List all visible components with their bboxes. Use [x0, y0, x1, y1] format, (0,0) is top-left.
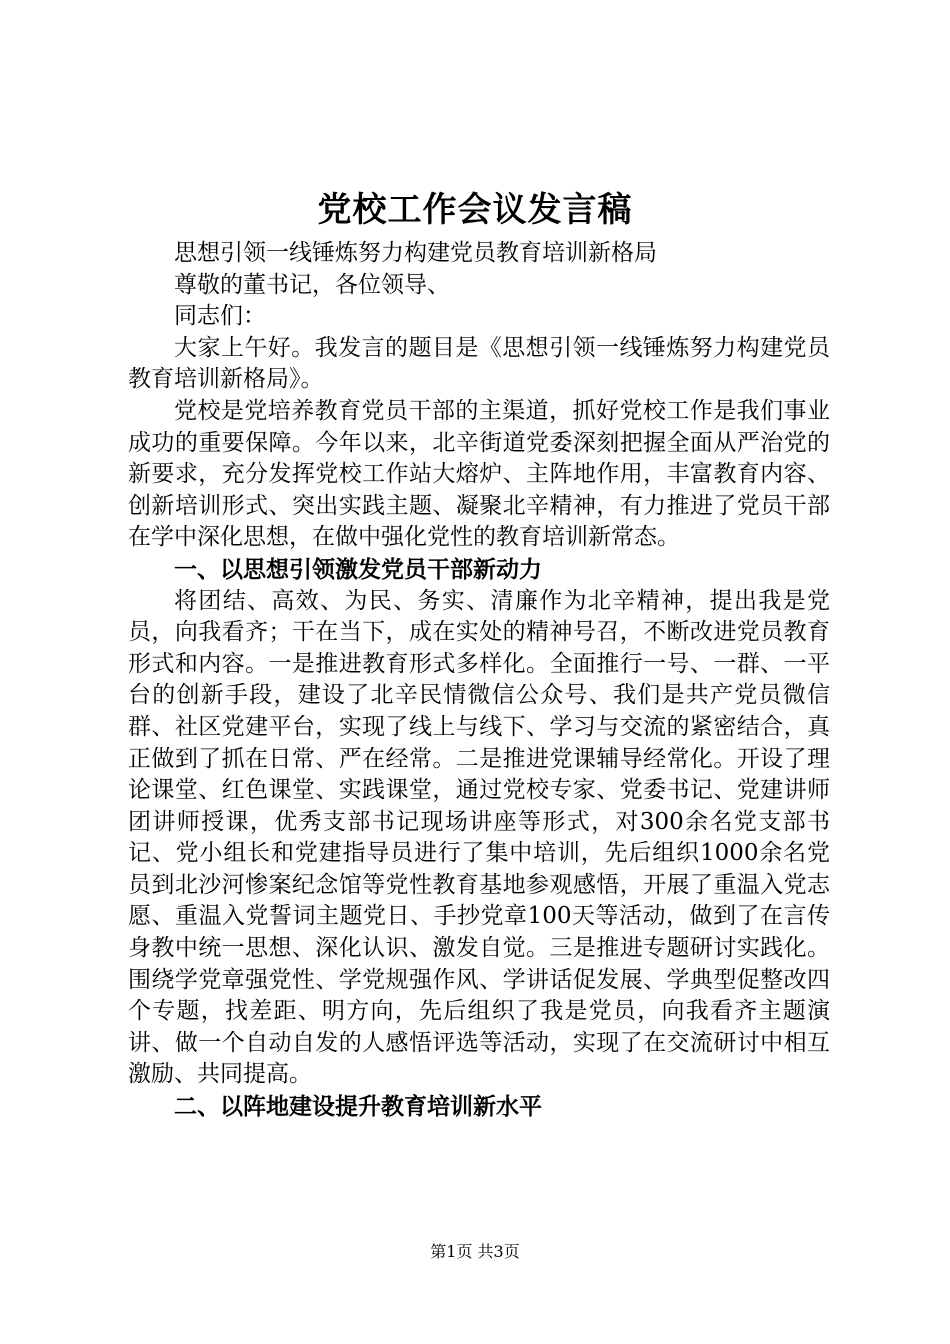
salutation-line: 尊敬的董书记，各位领导、	[174, 271, 450, 298]
section-heading: 二、以阵地建设提升教育培训新水平	[174, 1093, 542, 1121]
body-paragraph: 党校是党培养教育党员干部的主渠道，抓好党校工作是我们事业成功的重要保障。今年以来，北辛街道党委深刻把握全面从严治党的新要求，充分发挥党校工作站大熔炉、主阵地作用，丰富教育内容、创新培训形式、突出实践主题、凝聚北辛精神，有力推进了党员干部在学中深化思想，在做中强化党性的教育培训新常态。	[128, 397, 830, 551]
subtitle-paragraph: 思想引领一线锤炼努力构建党员教育培训新格局	[174, 240, 657, 266]
section-heading: 一、以思想引领激发党员干部新动力	[174, 555, 542, 583]
salutation-line: 同志们：	[174, 303, 266, 330]
document-title: 党校工作会议发言稿	[317, 190, 633, 230]
document-body	[128, 238, 830, 1123]
page-footer: 第1页 共3页	[430, 1242, 520, 1261]
body-paragraph: 将团结、高效、为民、务实、清廉作为北辛精神，提出我是党员，向我看齐；干在当下，成在实处的精神号召，不断改进党员教育形式和内容。一是推进教育形式多样化。全面推行一号、一群、一平台的创新手段，建设了北辛民情微信公众号、我们是共产党员微信群、社区党建平台，实现了线上与线下、学习与交流的紧密结合，真正做到了抓在日常、严在经常。二是推进党课辅导经常化。开设了理论课堂、红色课堂、实践课堂，通过党校专家、党委书记、党建讲师团讲师授课，优秀支部书记现场讲座等形式，对300余名党支部书记、党小组长和党建指导员进行了集中培训，先后组织1000余名党员到北沙河惨案纪念馆等党性教育基地参观感悟，开展了重温入党志愿、重温入党誓词主题党日、手抄党章100天等活动，做到了在言传身教中统一思想、深化认识、激发自觉。三是推进专题研讨实践化。围绕学党章强党性、学党规强作风、学讲话促发展、学典型促整改四个专题，找差距、明方向，先后组织了我是党员，向我看齐主题演讲、做一个自动自发的人感悟评选等活动，实现了在交流研讨中相互激励、共同提高。	[128, 587, 830, 1088]
body-paragraph: 大家上午好。我发言的题目是《思想引领一线锤炼努力构建党员教育培训新格局》。	[128, 334, 830, 393]
